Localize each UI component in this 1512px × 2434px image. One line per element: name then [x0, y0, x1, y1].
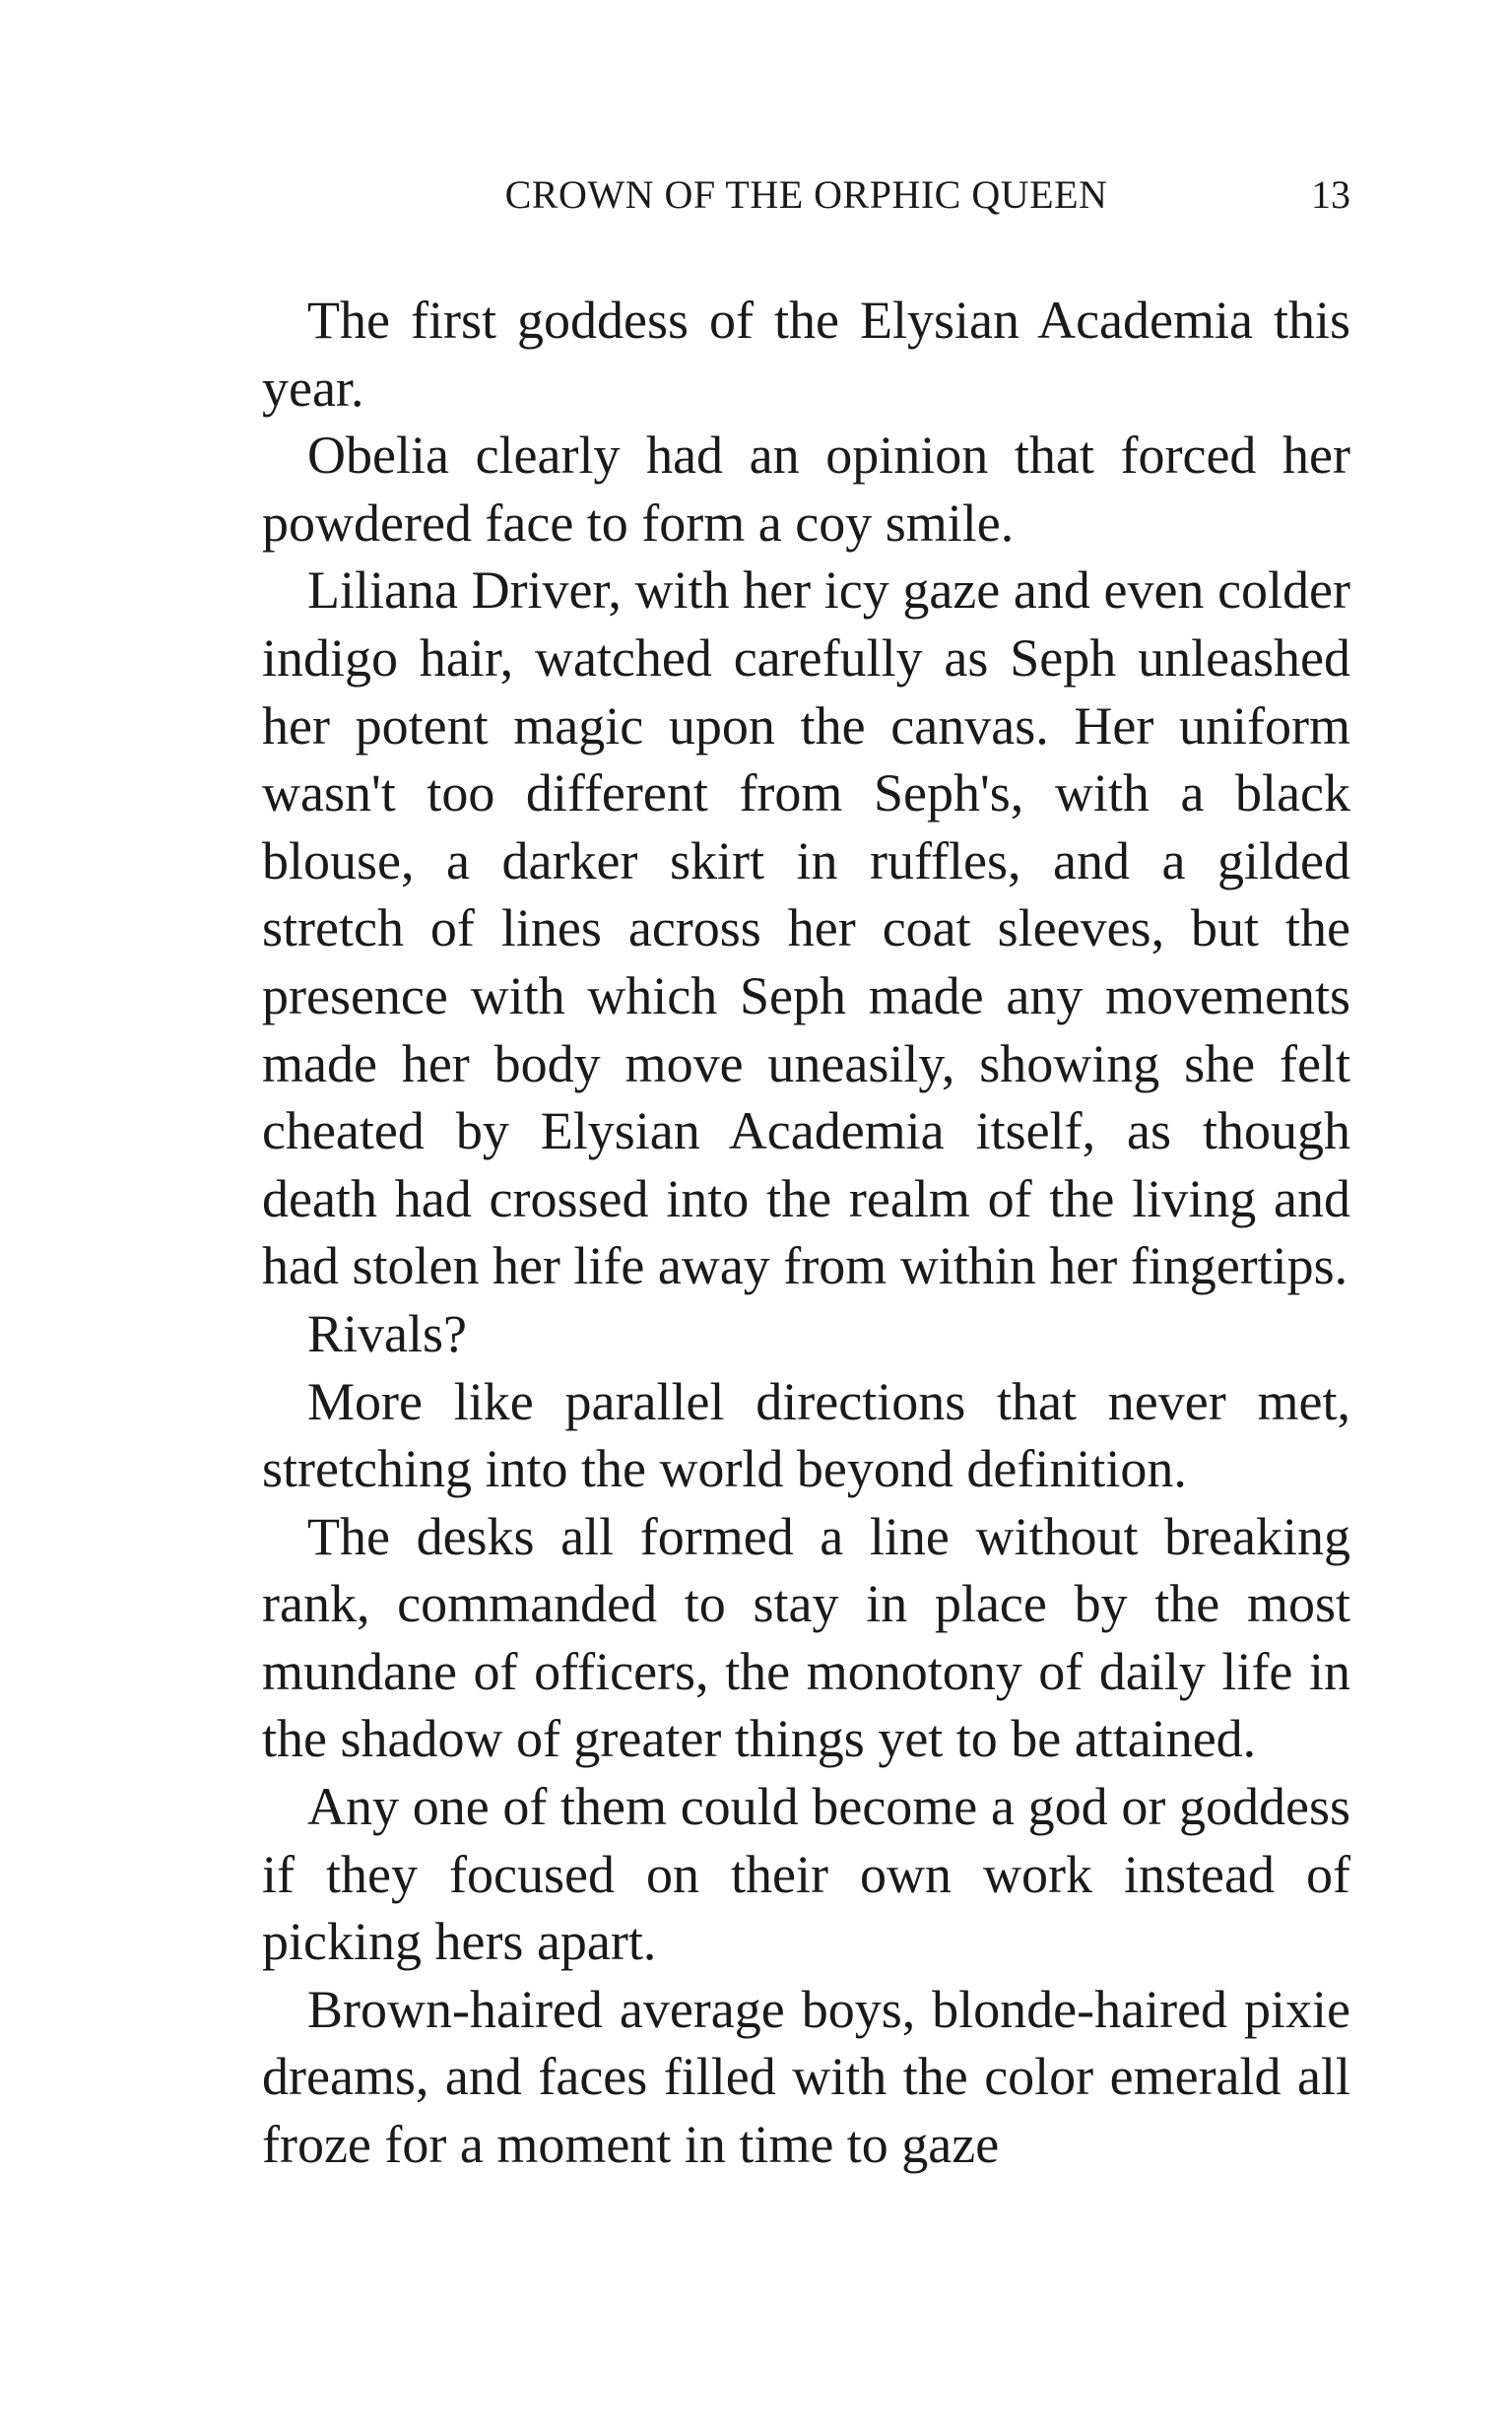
paragraph: Rivals? — [307, 1303, 467, 1363]
paragraph: Liliana Driver, with her icy gaze and even colder indigo hair, watched carefully as Seph unleashed her potent magic upon the canvas. Her uniform wasn't too different from Seph's, with a black blouse, a darker skirt in ruffles, and a gilded stretch of lines across her coat sleeves, but the presence with which Seph made any movements made her body move uneasily, showing she felt cheated by Elysian Academia itself, as though death had crossed into the realm of the living and had stolen her life away from within her fingertips. — [262, 560, 1350, 1296]
page-number: 13 — [1311, 172, 1350, 217]
paragraph: More like parallel directions that never met, stretching into the world beyond definition. — [262, 1371, 1350, 1499]
paragraph: The first goddess of the Elysian Academia this year. — [262, 291, 1350, 418]
running-title: CROWN OF THE ORPHIC QUEEN — [504, 172, 1108, 217]
paragraph: Any one of them could become a god or goddess if they focused on their own work instead of picking hers apart. — [262, 1777, 1350, 1972]
paragraph: Brown-haired average boys, blonde-haired pixie dreams, and faces filled with the color emerald all froze for a moment in time to gaze — [262, 1979, 1350, 2175]
paragraph: The desks all formed a line without breaking rank, commanded to stay in place by the most mundane of officers, the monotony of daily life in the shadow of greater things yet to be attained. — [262, 1506, 1350, 1769]
body-text — [262, 287, 1350, 2179]
running-head — [262, 165, 1350, 225]
paragraph: Obelia clearly had an opinion that forced her powdered face to form a coy smile. — [262, 426, 1350, 553]
